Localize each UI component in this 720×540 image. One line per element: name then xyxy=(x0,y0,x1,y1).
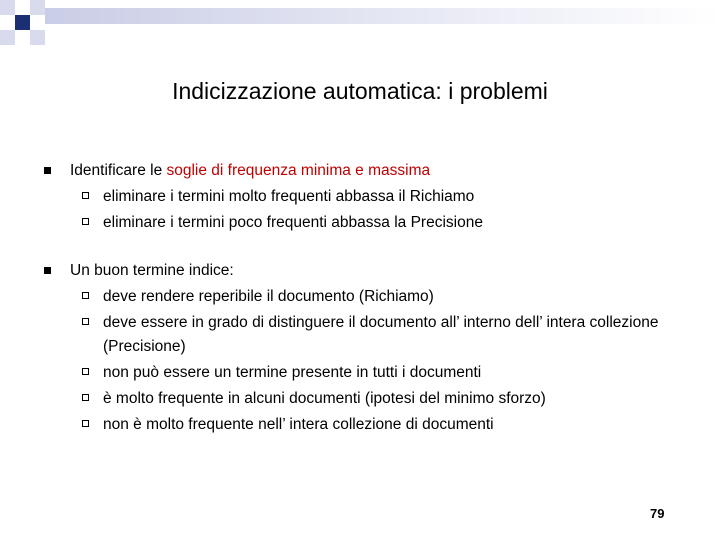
hollow-square-bullet-icon xyxy=(82,368,89,375)
deco-square xyxy=(0,30,15,45)
page-number: 79 xyxy=(650,506,665,521)
deco-square xyxy=(30,15,45,30)
hollow-square-bullet-icon xyxy=(82,318,89,325)
bullet-list xyxy=(44,158,694,438)
deco-square xyxy=(0,15,15,30)
sub-bullet-item xyxy=(70,310,694,360)
sub-bullet-item xyxy=(70,184,694,210)
hollow-square-bullet-icon xyxy=(82,292,89,299)
hollow-square-bullet-icon xyxy=(82,394,89,401)
deco-square xyxy=(30,30,45,45)
slide-title: Indicizzazione automatica: i problemi xyxy=(172,78,548,104)
highlighted-text: soglie di frequenza minima e massima xyxy=(166,162,431,179)
sub-bullet-text: non è molto frequente nell’ intera collezione di documenti xyxy=(103,416,494,433)
sub-bullet-text: deve essere in grado di distinguere il documento all’ interno dell’ intera collezione (Precisione) xyxy=(103,314,659,355)
hollow-square-bullet-icon xyxy=(82,218,89,225)
sub-bullet-text: deve rendere reperibile il documento (Richiamo) xyxy=(103,288,434,305)
bullet-item xyxy=(44,258,694,438)
sub-bullet-list xyxy=(70,184,694,236)
sub-bullet-item xyxy=(70,284,694,310)
sub-bullet-item xyxy=(70,210,694,236)
bullet-item xyxy=(44,158,694,236)
bullet-text: Un buon termine indice: xyxy=(70,262,234,279)
sub-bullet-item xyxy=(70,360,694,386)
header-decoration xyxy=(0,0,720,60)
deco-square xyxy=(15,0,30,15)
bullet-text: Identificare le xyxy=(70,162,167,179)
deco-square xyxy=(0,0,15,15)
sub-bullet-item xyxy=(70,412,694,438)
sub-bullet-text: non può essere un termine presente in tutti i documenti xyxy=(103,364,482,381)
deco-square xyxy=(15,15,30,30)
sub-bullet-text: è molto frequente in alcuni documenti (ipotesi del minimo sforzo) xyxy=(103,390,546,407)
sub-bullet-text: eliminare i termini poco frequenti abbassa la Precisione xyxy=(103,214,483,231)
deco-square xyxy=(30,0,45,15)
header-gradient-bar xyxy=(45,8,720,24)
sub-bullet-list xyxy=(70,284,694,438)
square-bullet-icon xyxy=(44,267,51,274)
sub-bullet-text: eliminare i termini molto frequenti abbassa il Richiamo xyxy=(103,188,475,205)
hollow-square-bullet-icon xyxy=(82,420,89,427)
sub-bullet-item xyxy=(70,386,694,412)
hollow-square-bullet-icon xyxy=(82,192,89,199)
deco-square xyxy=(15,30,30,45)
square-bullet-icon xyxy=(44,167,51,174)
